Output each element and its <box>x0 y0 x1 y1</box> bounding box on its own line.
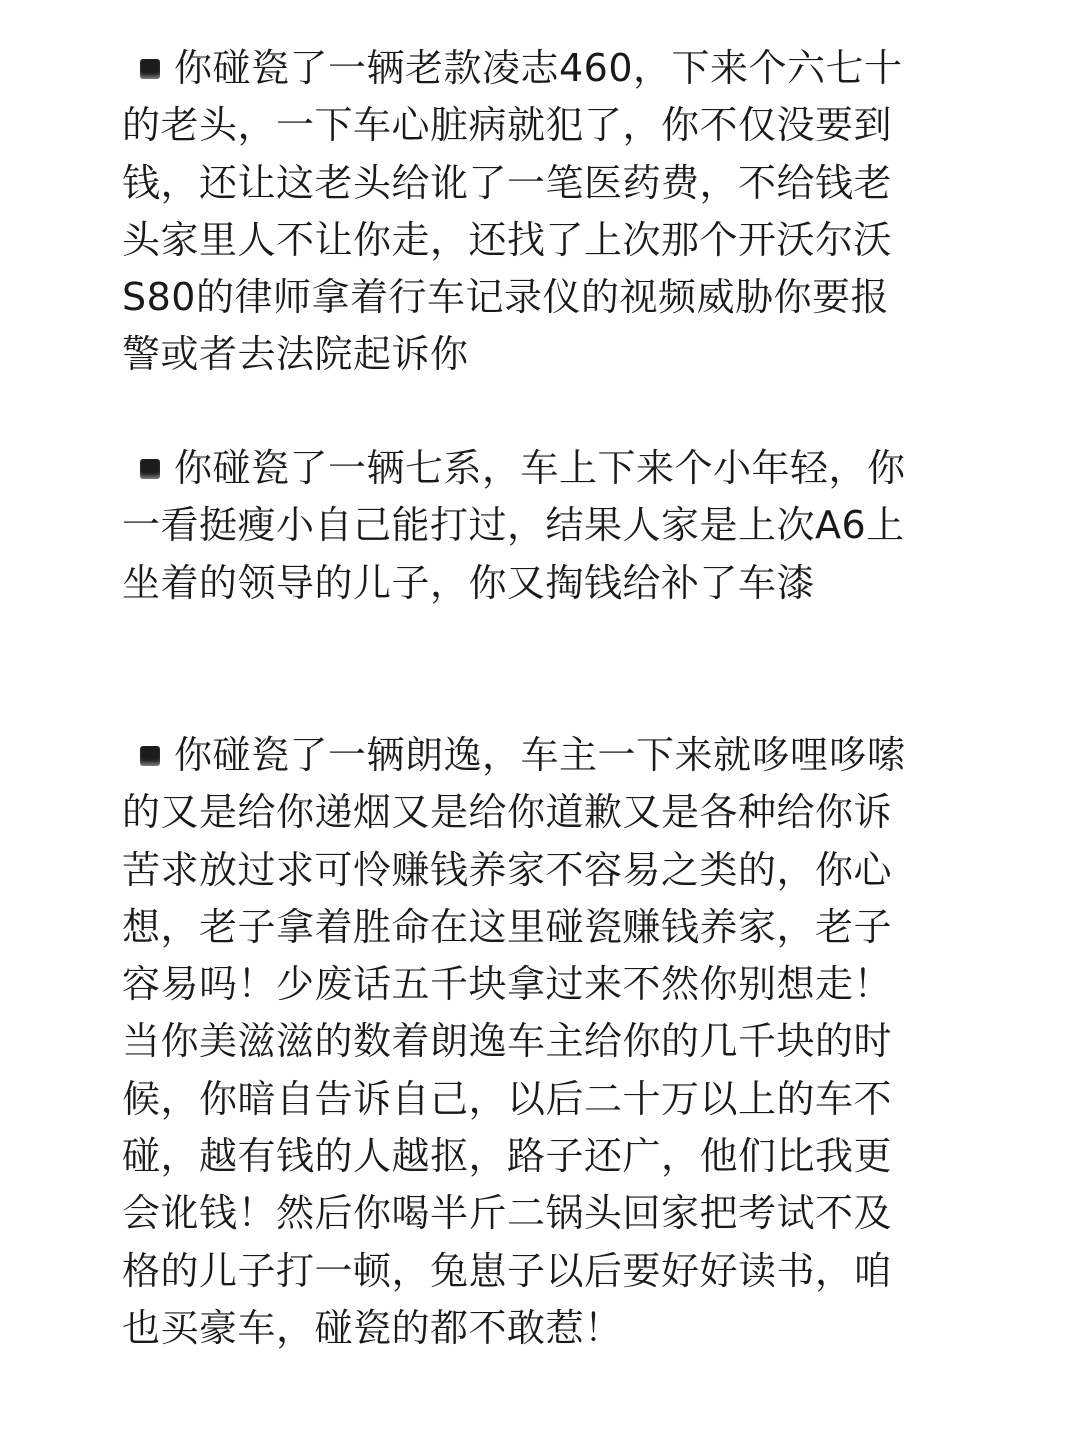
paragraph-3 <box>122 727 912 1357</box>
black-square-icon <box>140 746 160 766</box>
black-square-icon <box>140 59 160 79</box>
paragraph-2 <box>122 440 912 612</box>
paragraph-1-text: 你碰瓷了一辆老款凌志460，下来个六七十的老头，一下车心脏病就犯了，你不仅没要到钱，还让这老头给讹了一笔医药费，不给钱老头家里人不让你走，还找了上次那个开沃尔沃S80的律师拿着行车记录仪的视频威胁你要报警或者去法院起诉你 <box>122 46 903 377</box>
paragraph-3-text: 你碰瓷了一辆朗逸，车主一下来就哆哩哆嗦的又是给你递烟又是给你道歉又是各种给你诉苦求放过求可怜赚钱养家不容易之类的，你心想，老子拿着胜命在这里碰瓷赚钱养家，老子容易吗！少废话五千块拿过来不然你别想走！当你美滋滋的数着朗逸车主给你的几千块的时候，你暗自告诉自己，以后二十万以上的车不碰，越有钱的人越抠，路子还广，他们比我更会讹钱！然后你喝半斤二锅头回家把考试不及格的儿子打一顿，兔崽子以后要好好读书，咱也买豪车，碰瓷的都不敢惹！ <box>122 733 906 1350</box>
black-square-icon <box>140 459 160 479</box>
paragraph-1 <box>122 40 912 384</box>
paragraph-2-text: 你碰瓷了一辆七系，车上下来个小年轻，你一看挺瘦小自己能打过，结果人家是上次A6上坐着的领导的儿子，你又掏钱给补了车漆 <box>122 446 906 605</box>
